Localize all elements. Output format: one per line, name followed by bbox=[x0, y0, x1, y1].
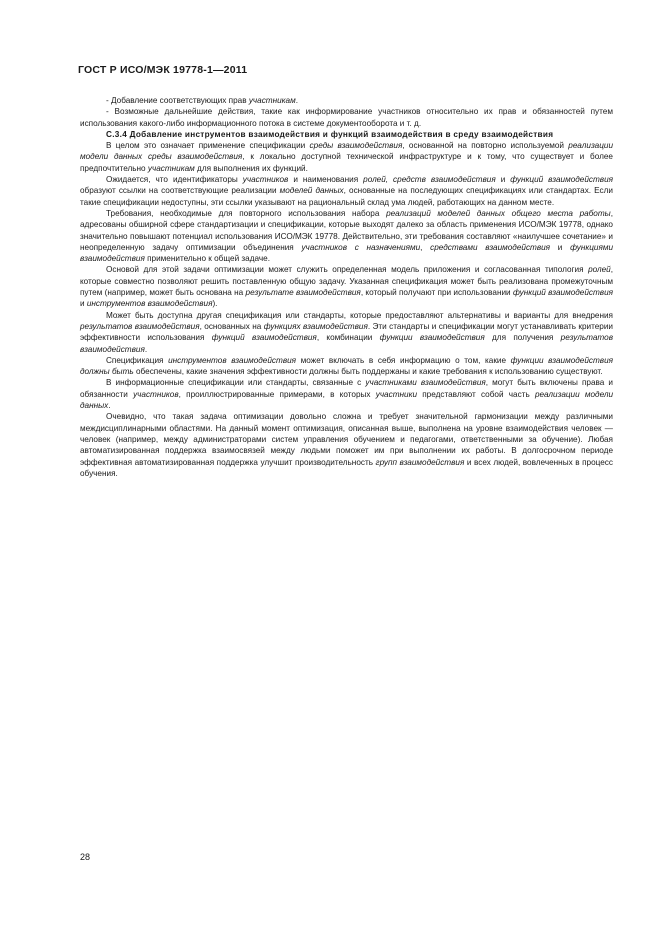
text-run: , основанных на bbox=[199, 321, 264, 331]
text-run: , bbox=[420, 242, 431, 252]
paragraph bbox=[80, 310, 613, 355]
italic-term: участникам bbox=[147, 163, 195, 173]
document-header: ГОСТ Р ИСО/МЭК 19778-1—2011 bbox=[78, 64, 248, 76]
text-run: , комбинации bbox=[316, 333, 380, 343]
paragraph bbox=[80, 377, 613, 411]
italic-term: средствами взаимодействия bbox=[430, 242, 551, 252]
text-run: может включать в себя информацию о том, какие bbox=[296, 355, 511, 365]
italic-term: участников bbox=[133, 389, 179, 399]
italic-term: результате взаимодействия bbox=[245, 288, 361, 298]
text-run: - Возможные дальнейшие действия, такие как информирование участников относительно их прав и обязанностей путем использования какого-либо информационного потока в системе документооборота и т. д. bbox=[80, 107, 613, 128]
paragraph bbox=[80, 411, 613, 479]
text-run: , могут быть включены права и обязанности bbox=[80, 378, 614, 399]
italic-term: функций взаимодействия bbox=[510, 175, 613, 185]
paragraph bbox=[80, 264, 613, 309]
text-run: . bbox=[108, 401, 111, 411]
text-run: , которые совместно позволяют решить поставленную общую задачу. Указанная спецификация может быть реализована промежуточным путем (например, может быть основана на bbox=[80, 265, 613, 298]
text-run: для получения bbox=[484, 333, 561, 343]
text-run: Очевидно, что такая задача оптимизации довольно сложна и требует значительной гармонизации между различными междисциплинарными областями. На данный момент оптимизация, описанная выше, выполнена на уровне взаимодействия человек — человек (например, между администраторами систем управления обучением и педагогами, ответственными за обучение). Любая автоматизированная поддержка взаимосвязей между людьми поможет им при выполнении их работы. В долгосрочном периоде эффективная автоматизированная поддержка улучшит производительность bbox=[80, 412, 613, 467]
italic-term: функции взаимодействия bbox=[379, 333, 485, 343]
italic-term: функций взаимодействия bbox=[211, 333, 317, 343]
text-run: , основанные на последующих спецификациях или стандартах. Если такие спецификации недоступны, эти ссылки указывают на рациональный склад ума людей, работающих на данном месте. bbox=[80, 186, 613, 207]
text-run: и наименования bbox=[288, 175, 364, 185]
text-run: и bbox=[80, 299, 87, 309]
italic-term: реализаций моделей данных общего места работы bbox=[386, 208, 611, 218]
paragraph bbox=[80, 140, 613, 174]
text-run: В целом это означает применение спецификации bbox=[106, 141, 310, 151]
italic-term: реализации модели данных среды взаимодействия bbox=[80, 141, 613, 162]
text-run: Основой для этой задачи оптимизации может служить определенная модель приложения и согласованная типология bbox=[106, 265, 589, 275]
italic-term: моделей данных bbox=[279, 186, 344, 196]
italic-term: функции взаимодействия должны быть bbox=[80, 355, 613, 377]
heading-text: С.3.4 Добавление инструментов взаимодействия и функций взаимодействия в среду взаимодействия bbox=[106, 129, 554, 139]
italic-term: участники bbox=[375, 389, 417, 399]
text-run: Спецификация bbox=[106, 355, 169, 365]
italic-term: участниками взаимодействия bbox=[365, 378, 486, 388]
text-run: - Добавление соответствующих прав bbox=[106, 96, 249, 105]
italic-term: результатов взаимодействия bbox=[80, 333, 613, 354]
italic-term: функций взаимодействия bbox=[512, 288, 613, 298]
italic-term: ролей, средств взаимодействия bbox=[363, 175, 496, 185]
italic-term: участникам bbox=[248, 96, 296, 105]
text-run: Может быть доступна другая спецификация или стандарты, которые предоставляют альтернативы и варианты для внедрения bbox=[106, 310, 613, 320]
italic-term: инструментов взаимодействия bbox=[168, 355, 297, 365]
italic-term: среды взаимодействия bbox=[309, 141, 403, 151]
text-run: и bbox=[550, 242, 571, 252]
text-run: Требования, необходимые для повторного использования набора bbox=[106, 208, 387, 218]
paragraph bbox=[80, 355, 613, 378]
paragraph bbox=[80, 106, 613, 129]
section-heading bbox=[80, 129, 613, 140]
paragraph bbox=[80, 95, 613, 106]
italic-term: участников с назначениями bbox=[301, 242, 421, 252]
document-body bbox=[80, 95, 613, 479]
text-run: . bbox=[144, 344, 148, 354]
italic-term: участников bbox=[242, 175, 289, 185]
text-run: ). bbox=[212, 299, 218, 309]
text-run: , основанной на повторно используемой bbox=[402, 141, 569, 151]
text-run: , проиллюстрированные примерами, в которых bbox=[178, 389, 376, 399]
italic-term: инструментов взаимодействия bbox=[86, 299, 213, 309]
text-run: и всех людей, вовлеченных в процесс обучения. bbox=[80, 457, 613, 478]
paragraph bbox=[80, 174, 613, 208]
text-run: , адресованы обширной сфере стандартизации и спецификации, которые выходят далеко за область применения ИСО/МЭК 19778, однако значительно повышают потенциал использования ИСО/МЭК 19778. Действительно, эти требования составляют «наилучшее сочетание» и неопределенную задачу оптимизации объединения bbox=[80, 208, 613, 252]
italic-term: функциях взаимодействия bbox=[263, 321, 368, 331]
italic-term: функциями взаимодействия bbox=[80, 242, 613, 264]
italic-term: ролей bbox=[588, 265, 611, 275]
text-run: и bbox=[495, 175, 511, 185]
text-run: . bbox=[295, 96, 298, 105]
italic-term: групп взаимодействия bbox=[375, 457, 465, 467]
text-run: . Эти стандарты и спецификации могут устанавливать критерии эффективности использования bbox=[80, 321, 614, 343]
text-run: В информационные спецификации или стандарты, связанные с bbox=[106, 378, 366, 388]
page-number: 28 bbox=[80, 852, 91, 862]
text-run: образуют ссылки на соответствующие реализации bbox=[80, 186, 280, 196]
italic-term: реализации модели данных bbox=[80, 389, 614, 411]
text-run: применительно к общей задаче. bbox=[144, 254, 270, 264]
text-run: , который получают при использовании bbox=[360, 288, 513, 298]
text-run: Ожидается, что идентификаторы bbox=[106, 175, 243, 185]
text-run: представляют собой часть bbox=[417, 389, 535, 399]
italic-term: результатов взаимодействия bbox=[80, 321, 200, 331]
paragraph bbox=[80, 208, 613, 264]
text-run: , к локально доступной технической инфраструктуре и к тому, что существует и более предпочтительно bbox=[80, 152, 613, 173]
text-run: обеспечены, какие значения эффективности должны быть поддержаны и какие требования к использованию существуют. bbox=[133, 367, 603, 377]
text-run: для выполнения их функций. bbox=[194, 163, 308, 173]
